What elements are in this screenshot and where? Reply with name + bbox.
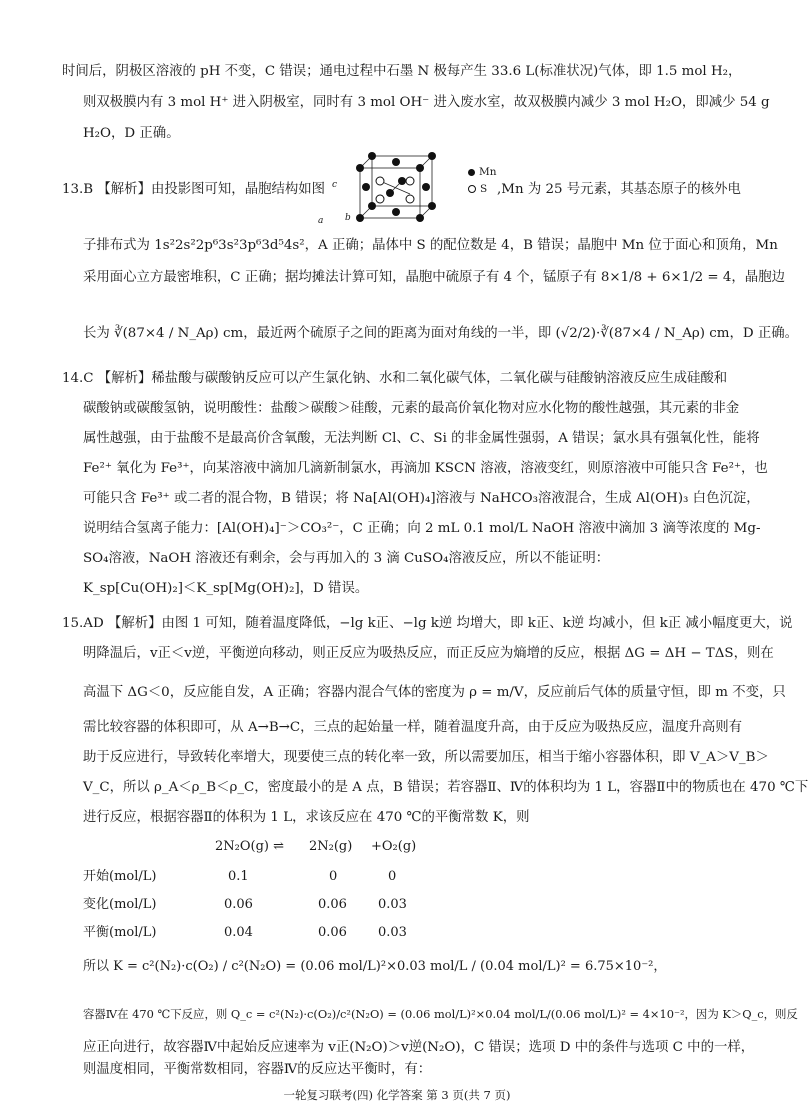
text-line: 则双极膜内有 3 mol H⁺ 进入阴极室，同时有 3 mol OH⁻ 进入废水室，故双极膜内减少 3 mol H₂O，即减少 54 g xyxy=(83,95,770,110)
cell: 0.03 xyxy=(378,925,407,940)
text-line: 则温度相同，平衡常数相同，容器Ⅳ的反应达平衡时，有： xyxy=(83,1062,432,1077)
text-line: 可能只含 Fe³⁺ 或二者的混合物，B 错误；将 Na[Al(OH)₄]溶液与 NaHCO₃溶液混合，生成 Al(OH)₃ 白色沉淀， xyxy=(83,491,760,506)
eq-reactant: 2N₂O(g) ⇌ xyxy=(215,839,285,854)
legend-mn: Mn xyxy=(468,164,497,181)
text-line: 助于反应进行，导致转化率增大，现要使三点的转化率一致，所以需要加压，相当于缩小容器体积，即 V_A＞V_B＞ xyxy=(83,750,769,765)
cell: 0 xyxy=(329,869,338,884)
cell: 0.06 xyxy=(224,897,253,912)
eq-product-o2: +O₂(g) xyxy=(371,839,417,854)
axis-b-label: b xyxy=(345,213,351,223)
text-line: V_C，所以 ρ_A＜ρ_B＜ρ_C，密度最小的是 A 点，B 错误；若容器Ⅱ、Ⅳ的体积均为 1 L，容器Ⅱ中的物质也在 470 ℃下 xyxy=(83,780,808,795)
cell: 0.03 xyxy=(378,897,407,912)
crystal-structure-figure xyxy=(350,152,460,226)
axis-c-label: c xyxy=(332,180,338,190)
q15-heading: 15.AD 【解析】由图 1 可知，随着温度降低，−lg k正、−lg k逆 均增大，即 k正、k逆 均减小，但 k正 减小幅度更大，说 xyxy=(62,616,793,631)
text-line: 采用面心立方最密堆积，C 正确；据均摊法计算可知，晶胞中硫原子有 4 个，锰原子有 8×1/8 + 6×1/2 = 4，晶胞边 xyxy=(83,270,785,285)
cell: 0.04 xyxy=(224,925,253,940)
formula-qc: 容器Ⅳ在 470 ℃下反应，则 Q_c = c²(N₂)·c(O₂)/c²(N₂O) = (0.06 mol/L)²×0.04 mol/L/(0.06 mol/L)² = 4×10⁻²，因为 K＞Q_c，则反 xyxy=(83,1007,798,1021)
formula-k: 所以 K = c²(N₂)·c(O₂) / c²(N₂O) = (0.06 mol/L)²×0.03 mol/L / (0.04 mol/L)² = 6.75×10⁻²， xyxy=(83,959,667,974)
cell: 0.06 xyxy=(318,925,347,940)
text-line: H₂O，D 正确。 xyxy=(83,126,180,141)
text-line: 时间后，阴极区溶液的 pH 不变，C 错误；通电过程中石墨 N 极每产生 33.6 L(标准状况)气体，即 1.5 mol H₂， xyxy=(62,64,742,79)
cell: 0.1 xyxy=(228,869,249,884)
row-label: 开始(mol/L) xyxy=(83,869,157,884)
figure-legend xyxy=(468,164,497,198)
text-line: 高温下 ΔG＜0，反应能自发，A 正确；容器内混合气体的密度为 ρ = m/V，反应前后气体的质量守恒，即 m 不变，只 xyxy=(83,685,786,700)
text-line: K_sp[Cu(OH)₂]＜K_sp[Mg(OH)₂]，D 错误。 xyxy=(83,581,369,596)
page-footer: 一轮复习联考(四) 化学答案 第 3 页(共 7 页) xyxy=(283,1088,511,1102)
text-line: 子排布式为 1s²2s²2p⁶3s²3p⁶3d⁵4s²，A 正确；晶体中 S 的配位数是 4，B 错误；晶胞中 Mn 位于面心和顶角，Mn xyxy=(83,238,778,253)
row-label: 变化(mol/L) xyxy=(83,897,157,912)
q13-heading: 13.B 【解析】由投影图可知，晶胞结构如图 xyxy=(62,182,326,197)
row-label: 平衡(mol/L) xyxy=(83,925,157,940)
text-line: 说明结合氢离子能力：[Al(OH)₄]⁻＞CO₃²⁻，C 正确；向 2 mL 0.1 mol/L NaOH 溶液中滴加 3 滴等浓度的 Mg- xyxy=(83,521,761,536)
axis-a-label: a xyxy=(318,216,324,226)
text-line: 需比较容器的体积即可，从 A→B→C，三点的起始量一样，随着温度升高，由于反应为吸热反应，温度升高则有 xyxy=(83,720,743,735)
legend-s: S xyxy=(468,181,497,198)
text-line: 进行反应，根据容器Ⅱ的体积为 1 L，求该反应在 470 ℃的平衡常数 K，则 xyxy=(83,810,530,825)
text-line: Fe²⁺ 氧化为 Fe³⁺，向某溶液中滴加几滴新制氯水，再滴加 KSCN 溶液，溶液变红，则原溶液中可能只含 Fe²⁺，也 xyxy=(83,461,768,476)
cell: 0.06 xyxy=(318,897,347,912)
text-line: 应正向进行，故容器Ⅳ中起始反应速率为 v正(N₂O)＞v逆(N₂O)，C 错误；选项 D 中的条件与选项 C 中的一样， xyxy=(83,1040,755,1055)
q14-heading: 14.C 【解析】稀盐酸与碳酸钠反应可以产生氯化钠、水和二氧化碳气体，二氧化碳与硅酸钠溶液反应生成硅酸和 xyxy=(62,371,728,386)
text-line: 长为 ∛(87×4 / N_Aρ) cm，最近两个硫原子之间的距离为面对角线的一半，即 (√2/2)·∛(87×4 / N_Aρ) cm，D 正确。 xyxy=(83,326,799,341)
text-line: SO₄溶液，NaOH 溶液还有剩余，会与再加入的 3 滴 CuSO₄溶液反应，所以不能证明： xyxy=(83,551,610,566)
text-line: ,Mn 为 25 号元素，其基态原子的核外电 xyxy=(497,182,741,197)
text-line: 明降温后，v正＜v逆，平衡逆向移动，则正反应为吸热反应，而正反应为熵增的反应，根据 ΔG = ΔH − TΔS，则在 xyxy=(83,646,774,661)
eq-product-n2: 2N₂(g) xyxy=(309,839,353,854)
text-line: 属性越强，由于盐酸不是最高价含氧酸，无法判断 Cl、C、Si 的非金属性强弱，A 错误；氯水具有强氧化性，能将 xyxy=(83,431,760,446)
text-line: 碳酸钠或碳酸氢钠，说明酸性：盐酸＞碳酸＞硅酸，元素的最高价氧化物对应水化物的酸性越强，其元素的非金 xyxy=(83,401,740,416)
cell: 0 xyxy=(388,869,397,884)
